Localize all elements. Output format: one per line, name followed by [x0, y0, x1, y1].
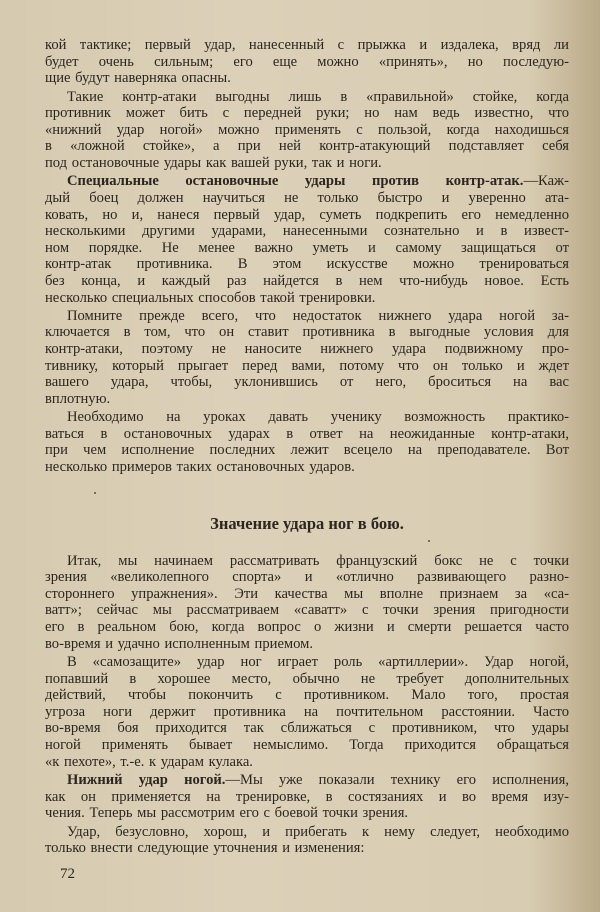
text-line: контр-атак противника. В этом искусстве можно тренироваться [45, 256, 569, 273]
bold-run-in-heading: Нижний удар ногой. [67, 771, 226, 788]
text-line: Необходимо на уроках давать ученику возможность практико- [67, 409, 569, 426]
text-line: несколькими другими ударами, нанесенными сознательно и в извест- [45, 223, 569, 240]
text-block-before-heading [45, 37, 569, 476]
text-line: попавший в хорошее место, обычно не требует дополнительных [45, 670, 569, 687]
text-line: ковать, но и, нанеся первый удар, суметь подкрепить его немедленно [45, 206, 569, 223]
text-line: В «самозащите» удар ног играет роль «артиллерии». Удар ногой, [67, 653, 569, 670]
text-line: как он применяется на тренировке, в состязаниях и во время изу- [45, 788, 569, 805]
paragraph [45, 654, 569, 770]
paragraph [45, 553, 569, 653]
text-block-after-heading [45, 553, 569, 857]
text-line: ном порядке. Не менее важно уметь и самому защищаться от [45, 239, 569, 256]
text-line [45, 173, 569, 190]
line-text: —Мы уже показали технику его исполнения, [225, 771, 569, 788]
text-line: Удар, безусловно, хорош, и прибегать к нему следует, необходимо [67, 823, 569, 840]
text-line: действий, чтобы покончить с противником. Мало того, простая [45, 687, 569, 704]
text-line: вашего удара, чтобы, уклонившись от него, броситься на вас [45, 374, 569, 391]
paragraph [45, 409, 569, 475]
text-line: «нижний удар ногой» можно применять с пользой, когда находишься [45, 121, 569, 138]
paragraph [45, 37, 569, 87]
text-line: будет очень сильным; его еще можно «принять», но последую- [45, 53, 569, 70]
text-line: щие будут наверняка опасны. [45, 70, 231, 87]
paragraph [45, 772, 569, 822]
line-text: —Каж- [523, 173, 569, 190]
text-line: ваться в остановочных ударах в ответ на неожиданные контр-атаки, [45, 425, 569, 442]
bold-run-in-heading: Специальные остановочные удары против контр-атак. [67, 173, 524, 190]
section-heading: Значение удара ног в бою. [210, 513, 404, 533]
text-line: несколько специальных способов такой тренировки. [45, 289, 376, 306]
text-line: в «ложной стойке», а при ней контр-атакующий подставляет себя [45, 138, 569, 155]
paragraph [45, 308, 569, 408]
text-line: Такие контр-атаки выгодны лишь в «правильной» стойке, когда [67, 88, 569, 105]
text-line: дый боец должен научиться не только быстро и уверенно ата- [45, 189, 569, 206]
text-line: контр-атаки, поэтому не наносите нижнего удара подвижному про- [45, 341, 569, 358]
text-line: вплотную. [45, 390, 111, 407]
text-line: несколько примеров таких остановочных ударов. [45, 459, 355, 476]
paragraph [45, 89, 569, 172]
text-line: угроза ноги держит противника на почтительном расстоянии. Часто [45, 703, 569, 720]
text-line: кой тактике; первый удар, нанесенный с прыжка и издалека, вряд ли [45, 37, 569, 53]
text-line: ногой применять бывает немыслимо. Тогда приходится обращаться [45, 736, 569, 753]
text-line: под остановочные удары как вашей руки, так и ноги. [45, 154, 382, 171]
text-line: его в реальном бою, когда вопрос о жизни и смерти решается часто [45, 619, 569, 635]
text-line: Итак, мы начинаем рассматривать французский бокс не с точки [67, 552, 569, 569]
text-line: во-время боя приходится так сближаться с противником, что удары [45, 720, 569, 737]
page-body [45, 37, 569, 859]
print-speck [94, 492, 96, 494]
text-line: при чем исполнение последних лежит всецело на преподавателе. Вот [45, 442, 569, 459]
text-line: зрения «великолепного спорта» и «отлично развивающего разно- [45, 569, 569, 586]
text-line: тивнику, который прыгает перед вами, потому что он только и ждет [45, 357, 569, 374]
print-speck [428, 540, 430, 542]
text-line: чения. Теперь мы рассмотрим его с боевой точки зрения. [45, 805, 409, 822]
text-line: во-время и удачно исполненным приемом. [45, 635, 314, 652]
paragraph [45, 824, 569, 857]
text-line: ключается в том, что он ставит противника в выгодные условия для [45, 324, 569, 341]
text-line: без конца, и каждый раз найдется в нем что-нибудь новое. Есть [45, 272, 569, 289]
text-line: только внести следующие уточнения и изменения: [45, 840, 365, 857]
text-line: ватт»; сейчас мы рассматриваем «саватт» с точки зрения пригодности [45, 602, 569, 619]
page-number: 72 [60, 866, 75, 882]
text-line: стороннего упражнения». Эти качества мы вполне признаем за «са- [45, 585, 569, 602]
paragraph [45, 173, 569, 306]
text-line [45, 772, 569, 789]
text-line: противник может бить с передней руки; но нам ведь известно, что [45, 105, 569, 122]
text-line: Помните прежде всего, что недостаток нижнего удара ногой за- [67, 307, 569, 324]
text-line: «к пехоте», т.-е. к ударам кулака. [45, 753, 253, 770]
